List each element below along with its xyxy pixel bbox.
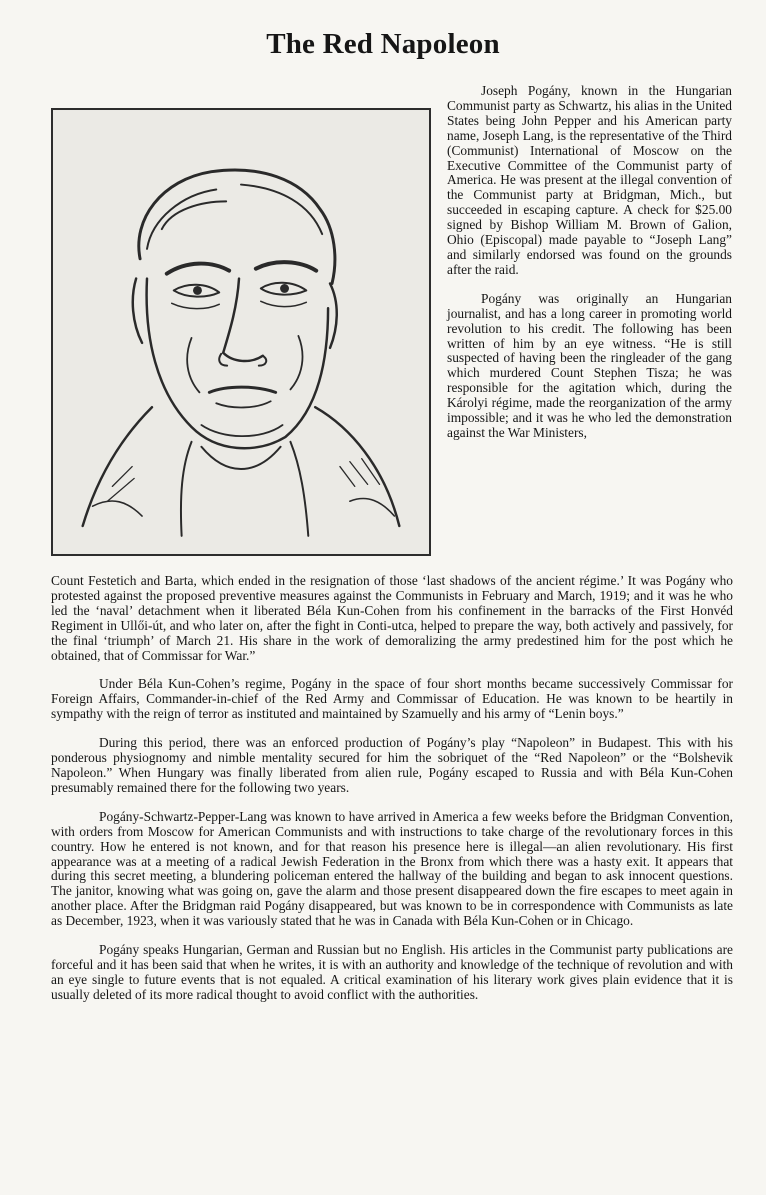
right-column-text bbox=[447, 84, 732, 441]
portrait-sketch-icon bbox=[53, 110, 429, 554]
paragraph-4: During this period, there was an enforced production of Pogány’s play “Napoleon” in Budapest. This with his ponderous physiognomy and nimble mentality secured for him the sobriquet of the “Red Napoleon” or the “Bolshevik Napoleon.” When Hungary was finally liberated from alien rule, Pogány escaped to Russia and with Béla Kun-Cohen presumably remained there for the following two years. bbox=[51, 735, 733, 795]
paragraph-6: Pogány speaks Hungarian, German and Russian but no English. His articles in the Communist party publications are forceful and it has been said that when he writes, it is with an authority and knowledge of the technique of revolution and with an eye single to future events that is not equaled. A critical examination of his literary work gives plain evidence that it is usually deleted of its more radical thought to avoid conflict with the authorities. bbox=[51, 942, 733, 1002]
paragraph-2-continued: Count Festetich and Barta, which ended in the resignation of those ‘last shadows of the ancient régime.’ It was Pogány who protested against the proposed preventive measures against the Communists in February and March, 1919; and it was he who led the ‘naval’ detachment when it liberated Béla Kun-Cohen from his confinement in the barracks of the First Honvéd Regiment in Ullői-út, and who later on, after the fight in Conti-utca, helped to prepare the way, both actively and passively, for the final ‘triumph’ of March 21. His share in the work of demoralizing the army predestined him for the post which he obtained, that of Commissar for War.” bbox=[51, 573, 733, 663]
page-title: The Red Napoleon bbox=[266, 28, 500, 60]
paragraph-3: Under Béla Kun-Cohen’s regime, Pogány in the space of four short months became successively Commissar for Foreign Affairs, Commander-in-chief of the Red Army and Commissar of Education. He was known to be heartily in sympathy with the reign of terror as instituted and maintained by Szamuelly and his army of “Lenin boys.” bbox=[51, 676, 733, 722]
paragraph-1: Joseph Pogány, known in the Hungarian Communist party as Schwartz, his alias in the United States being John Pepper and his American party name, Joseph Lang, is the representative of the Third (Communist) International of Moscow on the Executive Committee of the Communist party of America. He was present at the illegal convention of the Communist party at Bridgman, Mich., but succeeded in escaping capture. A check for $25.00 signed by Bishop William M. Brown of Galion, Ohio (Episcopal) made payable to “Joseph Lang” and similarly endorsed was found on the grounds after the raid. bbox=[447, 83, 732, 277]
paragraph-5: Pogány-Schwartz-Pepper-Lang was known to have arrived in America a few weeks before the Bridgman Convention, with orders from Moscow for American Communists and with instructions to take charge of the revolutionary forces in this country. How he entered is not known, and for that reason his presence here is illegal—an alien revolutionary. His first appearance was at a meeting of a radical Jewish Federation in the Bronx from which there was a hasty exit. It appears that during this secret meeting, a blundering policeman entered the hallway of the building and began to ask innocent questions. The janitor, knowing what was going on, gave the alarm and those present disappeared down the fire escapes to meet again in another place. After the Bridgman raid Pogány disappeared, but was known to be in correspondence with Communists as late as December, 1923, when it was variously stated that he was in Canada with Béla Kun-Cohen or in Chicago. bbox=[51, 808, 733, 929]
paragraph-2-start: Pogány was originally an Hungarian journalist, and has a long career in promoting world revolution to his credit. The following has been written of him by an eye witness. “He is still suspected of having been the ringleader of the gang which murdered Count Stephen Tisza; he was responsible for the agitation which, during the Károlyi régime, made the reorganization of the army impossible; and it was he who led the demonstration against the War Ministers, bbox=[447, 290, 732, 440]
portrait-sketch bbox=[51, 108, 431, 556]
full-width-text bbox=[51, 574, 733, 1003]
